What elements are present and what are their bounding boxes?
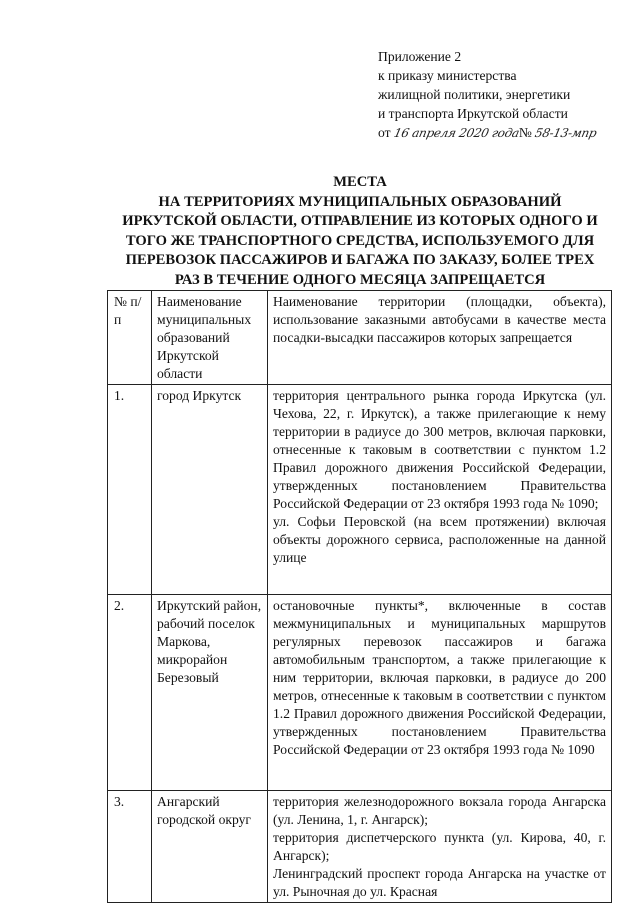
from-prefix: от xyxy=(378,125,391,140)
row-municipality: Ангарский городской округ xyxy=(152,791,268,903)
header-territory: Наименование территории (площадки, объекта), использование заказными автобусами в качестве места посадки-высадки пассажиров которых запрещается xyxy=(268,291,612,385)
row-municipality: город Иркутск xyxy=(152,385,268,595)
place-item: территория центрального рынка города Иркутска (ул. Чехова, 22, г. Иркутск), а также прилегающие к нему территории в радиусе до 300 метров, включая парковки, отнесенные к таковым в соответствии с пунктом 1.2 Правил дорожного движения Российской Федерации, утвержденных постановлением Правительства Российской Федерации от 23 октября 1993 года № 1090; xyxy=(273,388,606,511)
table-row xyxy=(108,595,612,791)
title-line: ТОГО ЖЕ ТРАНСПОРТНОГО СРЕДСТВА, ИСПОЛЬЗУЕМОГО ДЛЯ xyxy=(125,232,595,249)
row-municipality: Иркутский район, рабочий поселок Маркова, микрорайон Березовый xyxy=(152,595,268,791)
number-sign: № xyxy=(518,125,532,140)
title-line: НА ТЕРРИТОРИЯХ МУНИЦИПАЛЬНЫХ ОБРАЗОВАНИЙ xyxy=(158,193,562,210)
title-line: РАЗ В ТЕЧЕНИЕ ОДНОГО МЕСЯЦА ЗАПРЕЩАЕТСЯ xyxy=(174,271,546,288)
appendix-line: к приказу министерства xyxy=(378,68,517,83)
handwritten-date: 16 апреля 2020 года xyxy=(392,126,521,140)
row-number: 3. xyxy=(108,791,152,903)
place-item: Ленинградский проспект города Ангарска на участке от ул. Рыночная до ул. Красная xyxy=(273,866,606,899)
row-number: 2. xyxy=(108,595,152,791)
header-municipality: Наименование муниципальных образований Иркутской области xyxy=(152,291,268,385)
row-places xyxy=(268,791,612,903)
appendix-line: жилищной политики, энергетики xyxy=(378,87,571,102)
table-header-row xyxy=(108,291,612,385)
appendix-line: Приложение 2 xyxy=(378,49,462,64)
document-title xyxy=(100,173,620,290)
place-item: территория диспетчерского пункта (ул. Кирова, 40, г. Ангарск); xyxy=(273,830,606,863)
place-item: территория железнодорожного вокзала города Ангарска (ул. Ленина, 1, г. Ангарск); xyxy=(273,794,606,827)
title-line: ИРКУТСКОЙ ОБЛАСТИ, ОТПРАВЛЕНИЕ ИЗ КОТОРЫХ ОДНОГО И xyxy=(122,213,598,229)
row-places xyxy=(268,595,612,791)
table-row xyxy=(108,385,612,595)
title-line: ПЕРЕВОЗОК ПАССАЖИРОВ И БАГАЖА ПО ЗАКАЗУ, БОЛЕЕ ТРЕХ xyxy=(125,252,595,268)
row-places xyxy=(268,385,612,595)
place-item: ул. Софьи Перовской (на всем протяжении) включая объекты дорожного сервиса, расположенные на данной улице xyxy=(273,514,606,565)
table-row xyxy=(108,791,612,903)
appendix-line: и транспорта Иркутской области xyxy=(378,106,568,121)
header-number: № п/п xyxy=(108,291,152,385)
row-number: 1. xyxy=(108,385,152,595)
place-item: остановочные пункты*, включенные в состав межмуниципальных и муниципальных маршрутов регулярных перевозок пассажиров и багажа автомобильным транспортом, а также прилегающие к ним территории, включая парковки, в радиусе до 200 метров, отнесенные к таковым в соответствии с пунктом 1.2 Правил дорожного движения Российской Федерации, утвержденных постановлением Правительства Российской Федерации от 23 октября 1993 года № 1090 xyxy=(273,598,606,757)
places-table xyxy=(107,290,612,903)
handwritten-number: 58-13-мпр xyxy=(533,126,599,140)
order-date-line xyxy=(378,123,628,143)
title-line: МЕСТА xyxy=(333,174,387,190)
appendix-block xyxy=(378,47,628,143)
